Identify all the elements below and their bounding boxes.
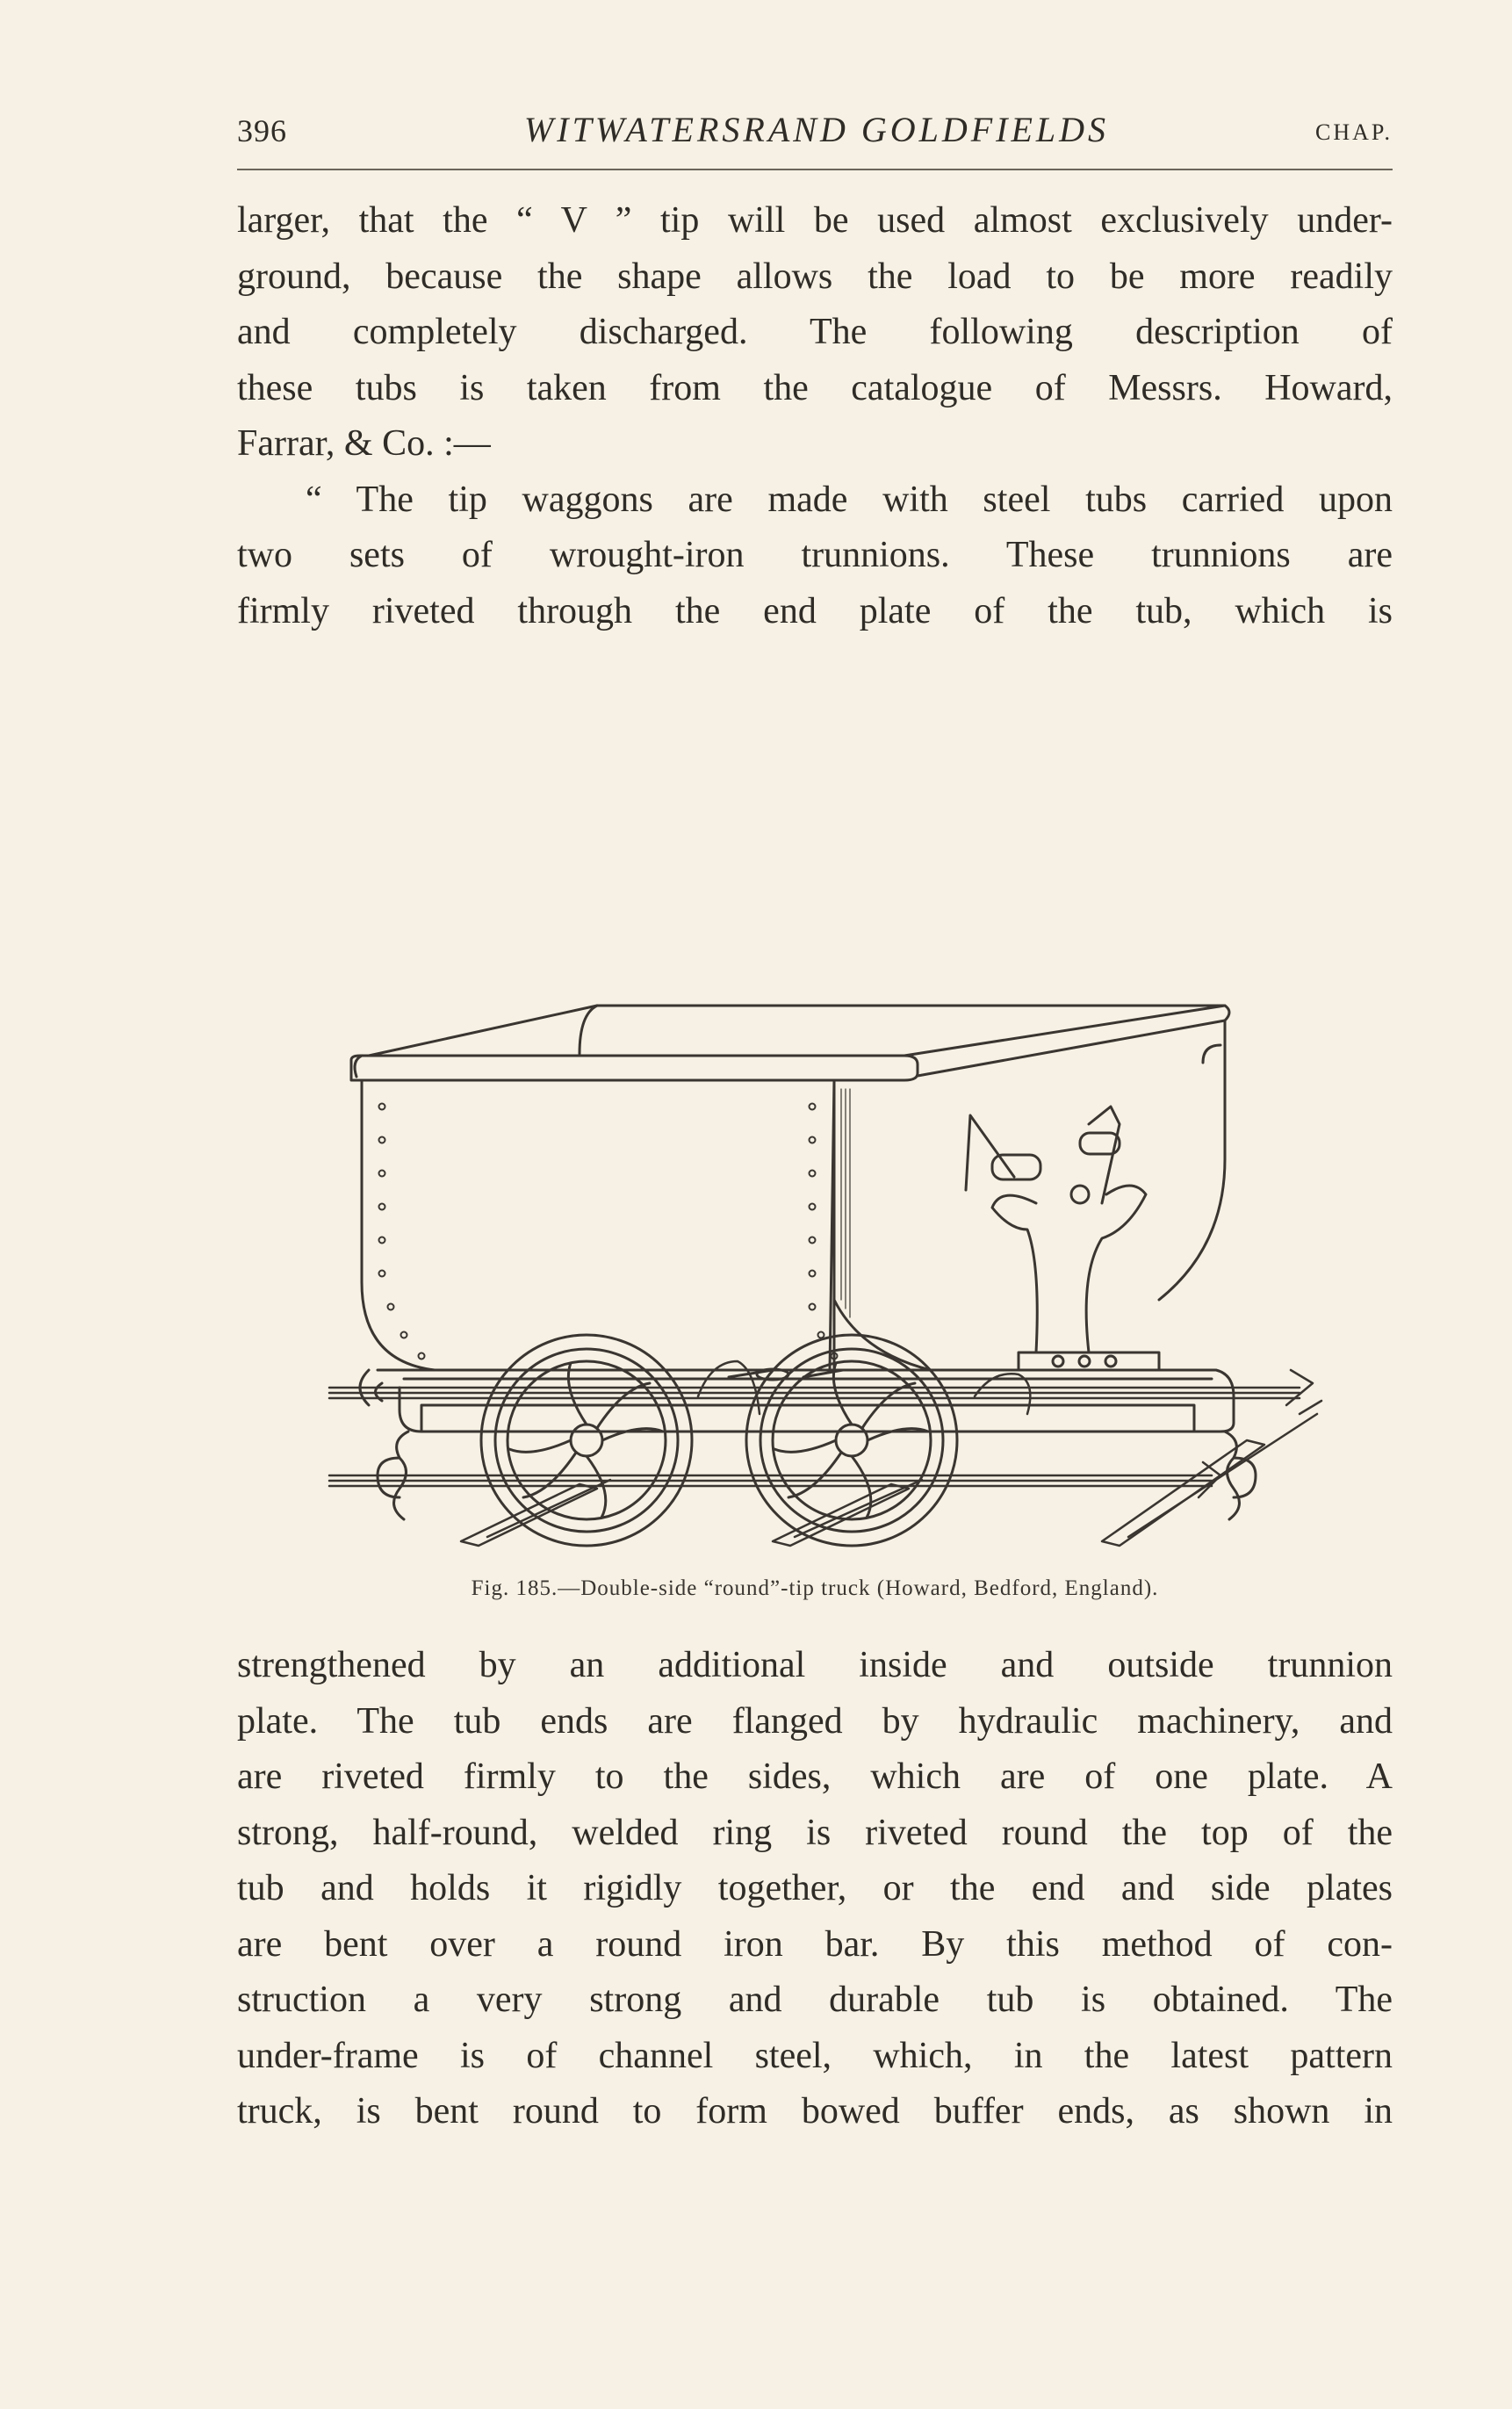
running-title: WITWATERSRAND GOLDFIELDS	[523, 110, 1110, 149]
wheel-left	[481, 1335, 692, 1546]
tub-front	[362, 1080, 931, 1370]
text-line: larger, that the “ V ” tip will be used almost exclusively under-	[237, 200, 1393, 241]
text-line: are riveted firmly to the sides, which are of one plate. A	[237, 1756, 1393, 1797]
text-line: strengthened by an additional inside and outside trunnion	[237, 1645, 1393, 1685]
tub-rim	[351, 1006, 1229, 1080]
under-frame	[360, 1369, 1234, 1432]
tip-truck-figure	[316, 667, 1326, 1568]
text-line: two sets of wrought-iron trunnions. These trunnions are	[237, 535, 1393, 575]
page-number: 396	[237, 113, 287, 148]
paragraph-bottom	[237, 1638, 1393, 2140]
text-line: firmly riveted through the end plate of the tub, which is	[237, 590, 1393, 631]
tub-end	[1159, 1021, 1225, 1300]
figure-caption: Fig. 185.—Double-side “round”-tip truck (Howard, Bedford, England).	[471, 1576, 1159, 1600]
text-line: and completely discharged. The following description of	[237, 312, 1393, 352]
text-line: these tubs is taken from the catalogue of Messrs. Howard,	[237, 367, 1393, 408]
trunnion-stand	[966, 1107, 1159, 1370]
text-line: are bent over a round iron bar. By this method of con-	[237, 1923, 1393, 1965]
text-line: tub and holds it rigidly together, or the end and side plates	[237, 1868, 1393, 1908]
wheel-right	[746, 1335, 957, 1546]
page-header	[237, 104, 1393, 156]
text-line: “ The tip waggons are made with steel tubs carried upon	[306, 479, 1393, 520]
text-line: truck, is bent round to form bowed buffer ends, as shown in	[237, 2091, 1393, 2131]
text-line: struction a very strong and durable tub is obtained. The	[237, 1980, 1393, 2020]
rivets	[379, 1104, 838, 1360]
tip-truck-illustration	[316, 667, 1326, 1568]
paragraph-top	[237, 193, 1393, 639]
chapter-label: CHAP.	[1315, 119, 1393, 145]
text-line: under-frame is of channel steel, which, in the latest pattern	[237, 2035, 1393, 2076]
text-line: strong, half-round, welded ring is riveted round the top of the	[237, 1812, 1393, 1853]
text-line: ground, because the shape allows the load to be more readily	[237, 256, 1393, 297]
header-rule	[237, 169, 1393, 170]
text-line: Farrar, & Co. :—	[237, 423, 491, 464]
text-line: plate. The tub ends are flanged by hydraulic machinery, and	[237, 1700, 1393, 1742]
